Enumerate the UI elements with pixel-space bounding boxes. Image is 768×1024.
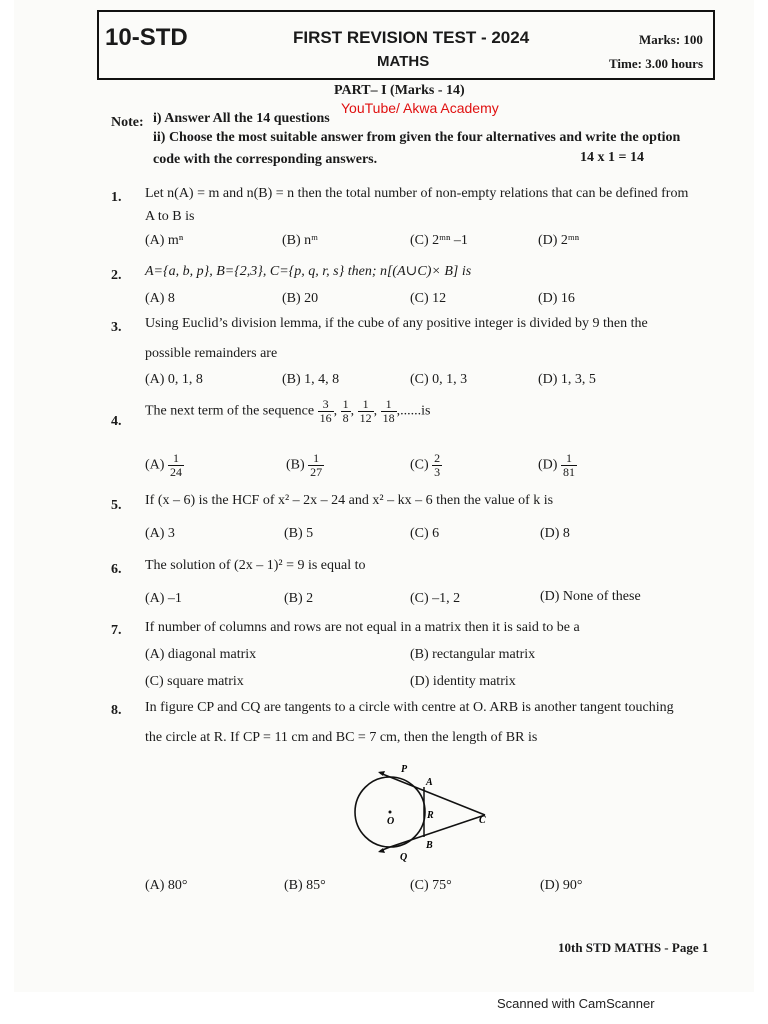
label-p: P: [401, 764, 408, 775]
question-text: In figure CP and CQ are tangents to a circle with centre at O. ARB is another tangent touching: [145, 700, 674, 715]
option-b: (B) nᵐ: [282, 233, 319, 248]
option-d: (D) 2ᵐⁿ: [538, 233, 580, 248]
question-number: 8.: [111, 703, 122, 718]
header-box: [97, 10, 715, 80]
question-text: The solution of (2x – 1)² = 9 is equal to: [145, 558, 366, 573]
sequence-term: $\frac{1}{8}$: [342, 397, 349, 425]
option-b: (B) 20: [282, 291, 319, 306]
sequence-tail: ,......is: [396, 403, 431, 419]
marks-label: Marks: 100: [639, 32, 703, 47]
option-d: (D) 8: [540, 526, 570, 541]
label-a: A: [426, 777, 433, 788]
option-a: (A) mⁿ: [145, 233, 184, 248]
option-a: (A) –1: [145, 591, 182, 606]
question-text: A={a, b, p}, B={2,3}, C={p, q, r, s} then; n[(A∪C)× B] is: [145, 264, 472, 279]
label-o: O: [387, 816, 395, 827]
option-a: (A) $\frac{1}{24}$: [145, 451, 182, 479]
option-c: (C) square matrix: [145, 674, 244, 689]
question-text-cont: A to B is: [145, 209, 195, 224]
question-text: The next term of the sequence $\frac{3}{16}$ , $\frac{1}{8}$ , $\frac{1}{12}$ , $\frac{1}{18}$ ,......is: [145, 397, 431, 425]
option-c: (C) 6: [410, 526, 440, 541]
label-r: R: [427, 810, 434, 821]
time-label: Time: 3.00 hours: [609, 56, 704, 71]
option-b: (B) 85°: [284, 878, 326, 893]
option-a: (A) 0, 1, 8: [145, 372, 203, 387]
option-c: (C) 12: [410, 291, 447, 306]
option-b: (B) 1, 4, 8: [282, 372, 340, 387]
option-d: (D) 16: [538, 291, 575, 306]
question-text: Let n(A) = m and n(B) = n then the total number of non-empty relations that can be defined from: [145, 186, 689, 201]
label-b: B: [426, 840, 433, 851]
option-d: (D) $\frac{1}{81}$: [538, 451, 575, 479]
question-number: 6.: [111, 562, 122, 577]
option-b: (B) 5: [284, 526, 314, 541]
question-text: If number of columns and rows are not equal in a matrix then it is said to be a: [145, 620, 580, 635]
question-number: 5.: [111, 498, 122, 513]
option-d: (D) 90°: [540, 878, 583, 893]
sequence-intro: The next term of the sequence: [145, 403, 315, 419]
note-label: Note:: [111, 115, 144, 130]
option-c: (C) 75°: [410, 878, 452, 893]
note-line-2: ii) Choose the most suitable answer from given the four alternatives and write the option: [153, 130, 681, 145]
option-a: (A) 8: [145, 291, 175, 306]
question-number: 1.: [111, 190, 122, 205]
sequence-term: $\frac{3}{16}$: [319, 397, 332, 425]
marks-calc: 14 x 1 = 14: [580, 150, 644, 165]
tangent-cp: [390, 777, 485, 815]
option-a: (A) 3: [145, 526, 175, 541]
note-line-3: code with the corresponding answers.: [153, 152, 378, 167]
option-b: (B) rectangular matrix: [410, 647, 536, 662]
option-b: (B) 2: [284, 591, 314, 606]
question-text-cont: possible remainders are: [145, 346, 278, 361]
sequence-term: $\frac{1}{12}$: [359, 397, 372, 425]
option-c: (C) 0, 1, 3: [410, 372, 468, 387]
page-footer: 10th STD MATHS - Page 1: [558, 940, 709, 955]
question-number: 4.: [111, 414, 122, 429]
question-number: 2.: [111, 268, 122, 283]
option-d: (D) 1, 3, 5: [538, 372, 596, 387]
question-text: Using Euclid’s division lemma, if the cube of any positive integer is divided by 9 then the: [145, 316, 648, 331]
label-q: Q: [400, 852, 408, 863]
option-c: (C) 2ᵐⁿ –1: [410, 233, 468, 248]
option-a: (A) 80°: [145, 878, 188, 893]
watermark: YouTube/ Akwa Academy: [341, 100, 499, 116]
subject-title: MATHS: [377, 53, 430, 70]
option-c: (C) –1, 2: [410, 591, 461, 606]
question-text-cont: the circle at R. If CP = 11 cm and BC = 7 cm, then the length of BR is: [145, 730, 538, 745]
question-text: If (x – 6) is the HCF of x² – 2x – 24 and x² – kx – 6 then the value of k is: [145, 493, 554, 508]
question-number: 7.: [111, 623, 122, 638]
option-b: (B) $\frac{1}{27}$: [286, 451, 323, 479]
option-d: (D) identity matrix: [410, 674, 516, 689]
std-label: 10-STD: [105, 24, 188, 51]
tangent-cq: [390, 815, 485, 847]
scanner-label: Scanned with CamScanner: [497, 996, 655, 1011]
sequence-term: $\frac{1}{18}$: [382, 397, 395, 425]
option-a: (A) diagonal matrix: [145, 647, 257, 662]
test-title: FIRST REVISION TEST - 2024: [293, 28, 530, 47]
part-title: PART– I (Marks - 14): [334, 83, 465, 98]
label-c: C: [479, 815, 486, 826]
tangent-circle-figure: [345, 760, 495, 865]
option-d: (D) None of these: [540, 589, 641, 604]
note-line-1: i) Answer All the 14 questions: [153, 111, 330, 126]
option-c: (C) $\frac{2}{3}$: [410, 451, 441, 479]
question-number: 3.: [111, 320, 122, 335]
